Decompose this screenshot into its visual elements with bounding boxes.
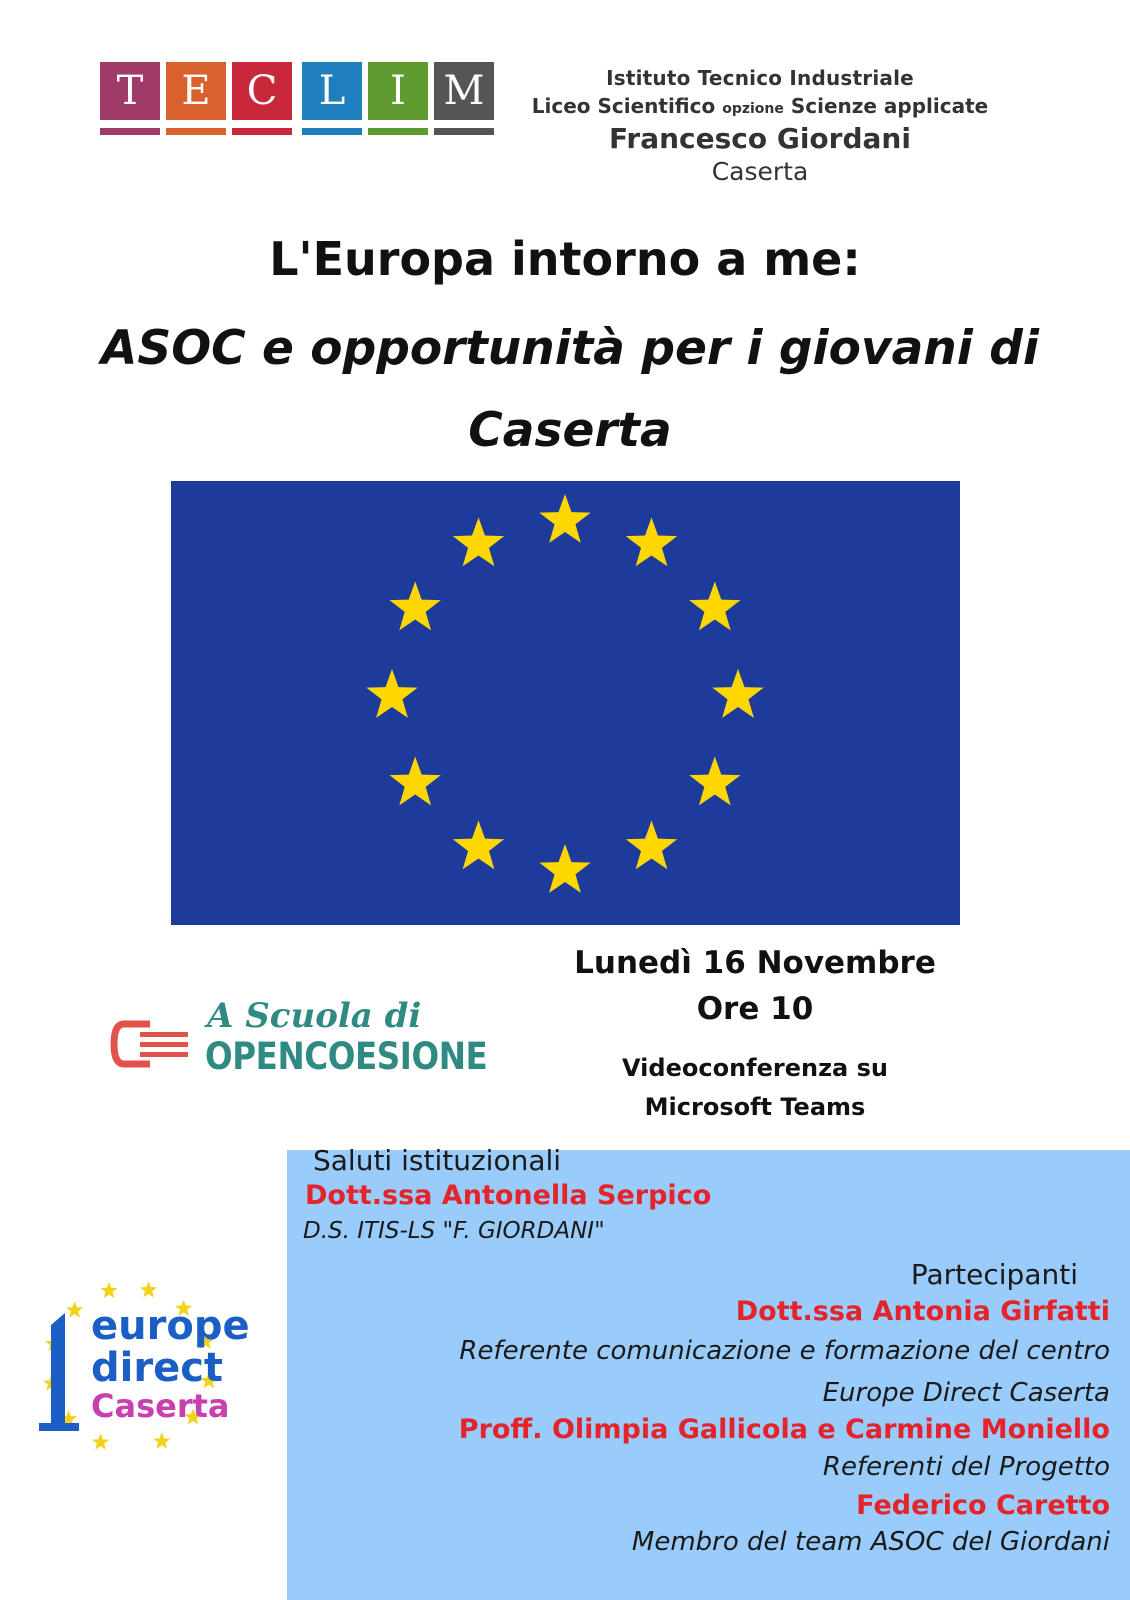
participant-3-name: Federico Caretto	[856, 1490, 1110, 1521]
event-time: Ore 10	[696, 991, 814, 1027]
institute-line-2c: Scienze applicate	[783, 94, 989, 118]
participant-3-role: Membro del team ASOC del Giordani	[631, 1527, 1110, 1557]
page-title: L'Europa intorno a me:	[269, 232, 861, 286]
europe-direct-line-3: Caserta	[91, 1387, 230, 1425]
event-info	[555, 945, 955, 1127]
europe-direct-line-2: direct	[91, 1345, 224, 1391]
participants-label: Partecipanti	[910, 1258, 1078, 1291]
institute-line-2	[520, 94, 1000, 118]
greeting-label: Saluti istituzionali	[313, 1144, 562, 1177]
institute-line-2b: opzione	[722, 101, 784, 117]
teclim-logo	[100, 62, 495, 142]
institute-info	[520, 66, 1000, 186]
logo-bar	[166, 128, 226, 135]
logo-letter-i: I	[368, 62, 428, 120]
logo-letter-c: C	[232, 62, 292, 120]
event-platform: Videoconferenza su Microsoft Teams	[622, 1054, 888, 1121]
logo-letter-e: E	[166, 62, 226, 120]
logo-bar	[368, 128, 428, 135]
participant-1-role-2: Europe Direct Caserta	[822, 1378, 1110, 1408]
europe-direct-star	[100, 1282, 117, 1298]
logo-letter-m: M	[434, 62, 494, 120]
logo-letter-t: T	[100, 62, 160, 120]
opencoesione-line-1: A Scuola di	[207, 996, 422, 1036]
book-icon	[110, 1016, 195, 1076]
logo-letter-l: L	[302, 62, 362, 120]
participant-2-name: Proff. Olimpia Gallicola e Carmine Moniello	[458, 1414, 1110, 1445]
europe-direct-line-1: europe	[91, 1303, 250, 1349]
greeting-name: Dott.ssa Antonella Serpico	[305, 1180, 712, 1211]
greeting-role: D.S. ITIS-LS "F. GIORDANI"	[303, 1218, 605, 1244]
europe-direct-star	[66, 1301, 83, 1317]
number-one-icon	[39, 1313, 79, 1431]
opencoesione-logo	[110, 996, 488, 1080]
event-date: Lunedì 16 Novembre	[574, 945, 936, 981]
europe-direct-star	[140, 1281, 157, 1297]
europe-direct-star	[153, 1432, 170, 1448]
europe-direct-logo	[35, 1273, 250, 1463]
page-subtitle: ASOC e opportunità per i giovani di Caserta	[101, 321, 1039, 458]
speakers-panel	[287, 1144, 1130, 1600]
participant-2-role: Referenti del Progetto	[822, 1452, 1110, 1482]
institute-line-2a: Liceo Scientifico	[531, 94, 723, 118]
participant-1-role: Referente comunicazione e formazione del centro	[459, 1336, 1110, 1366]
logo-bar	[434, 128, 494, 135]
logo-bar	[302, 128, 362, 135]
institute-city: Caserta	[711, 157, 809, 186]
logo-bar	[232, 128, 292, 135]
europe-direct-star	[92, 1433, 109, 1449]
institute-line-1: Istituto Tecnico Industriale	[606, 66, 914, 90]
institute-name: Francesco Giordani	[609, 122, 911, 155]
participant-1-name: Dott.ssa Antonia Girfatti	[735, 1296, 1110, 1327]
eu-flag	[171, 481, 960, 925]
logo-bar	[100, 128, 160, 135]
opencoesione-line-2: OPENCOESIONE	[205, 1035, 488, 1078]
